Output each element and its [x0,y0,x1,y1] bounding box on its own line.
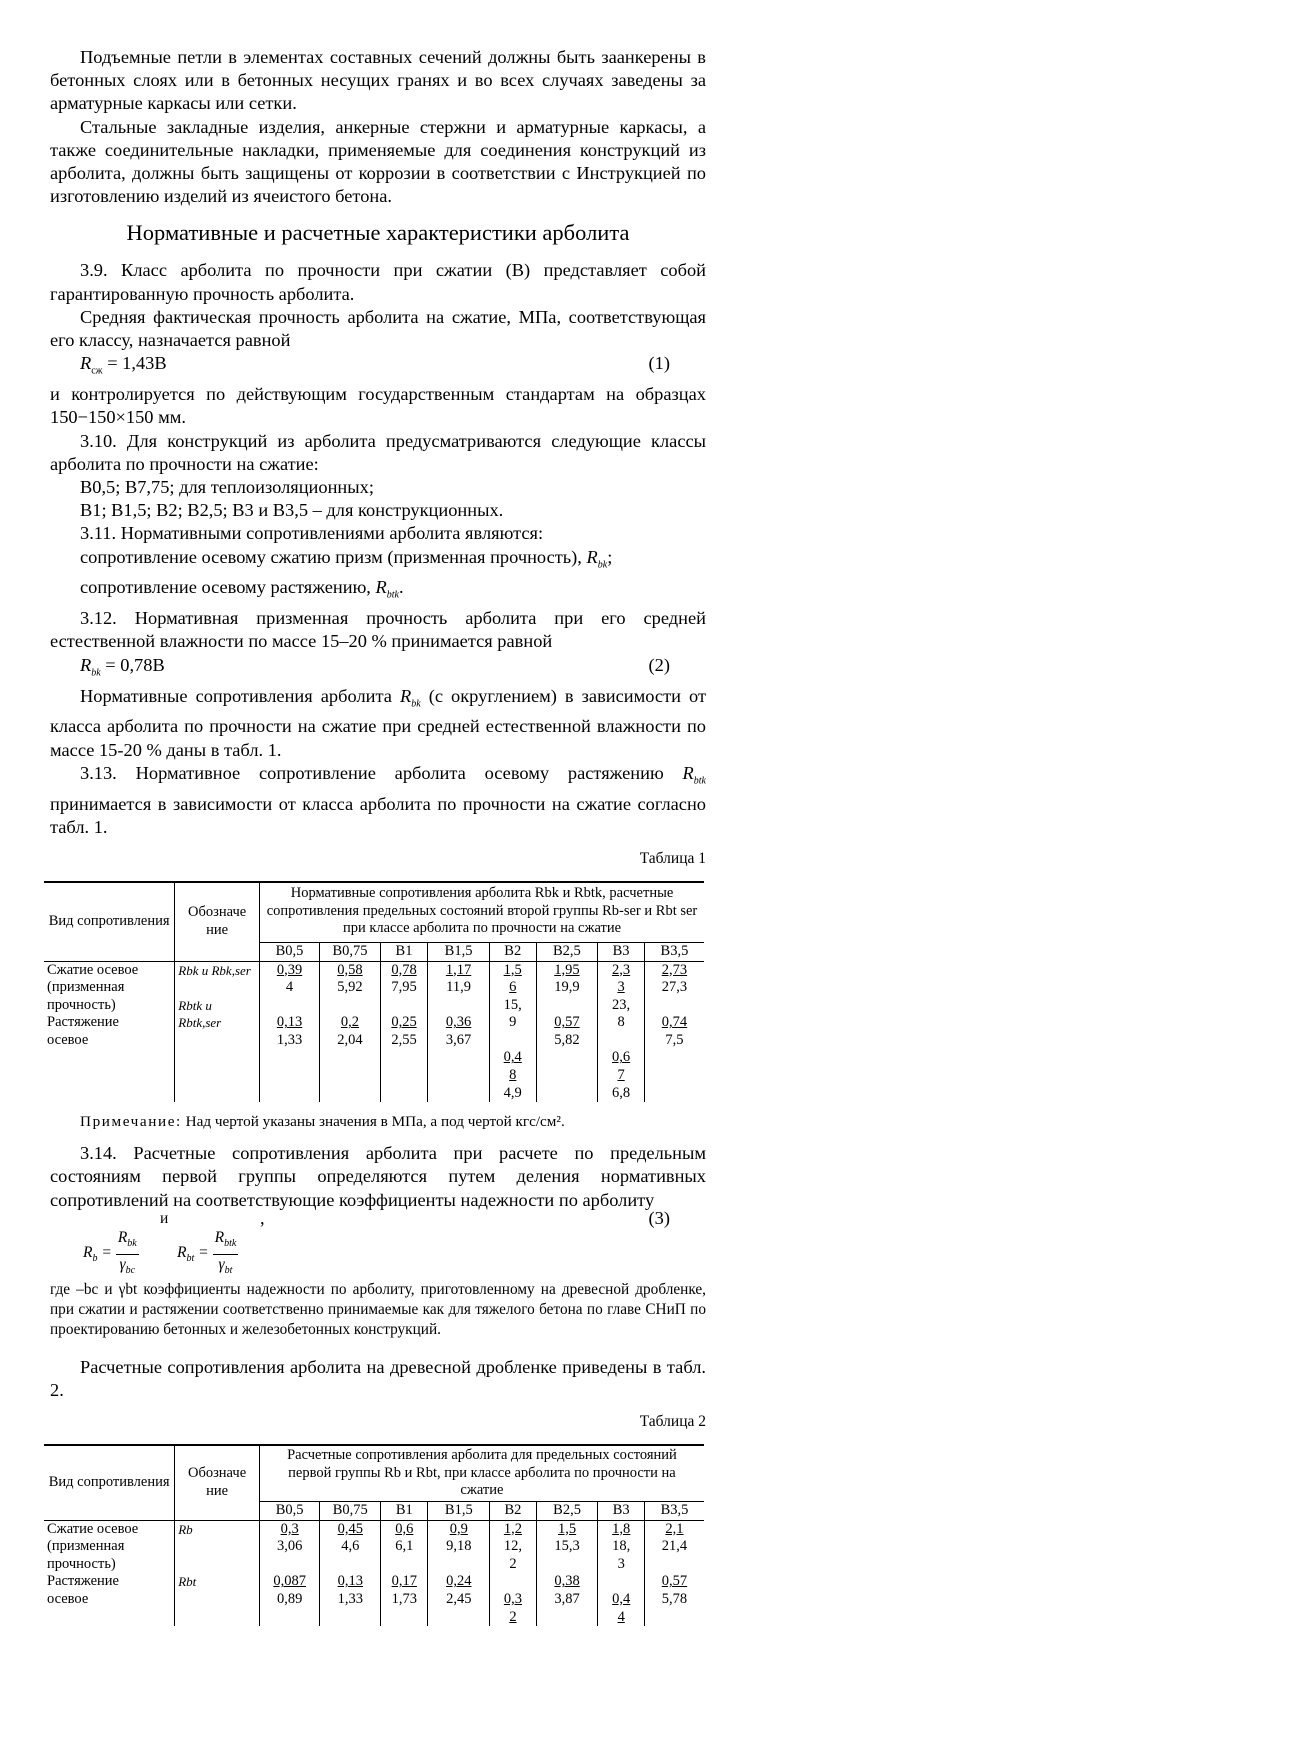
table-1 [44,881,704,1102]
paragraph-3-9: 3.9. Класс арболита по прочности при сжатии (В) представляет собой гарантированную прочность арболита. [50,260,706,304]
table2-class-header: В0,75 [320,1502,381,1521]
table1-class-header: В1,5 [428,942,490,961]
table-1-kind-cell: Сжатие осевое (призменная прочность) Растяжение осевое [44,961,175,1102]
table2-value: 0,89 [276,1591,303,1608]
table1-value: 0,6 [612,1049,631,1066]
formula-2: $R_{bk} = 0,78В$ (2) [50,654,706,685]
table2-value: 2 [509,1608,517,1625]
table1-value: 0,74 [661,1014,688,1031]
table-1-note: Примечание: Над чертой указаны значения в МПа, а под чертой кгс/см². [80,1113,565,1131]
table1-value: 0,25 [391,1014,417,1031]
table2-value: 0,3 [503,1591,522,1608]
table1-class-header: В3,5 [644,942,704,961]
paragraph-lifting-loops: Подъемные петли в элементах составных сечений должны быть заанкерены в бетонных слоях или в бетонных несущих гранях и во всех случаях заведены за арматурные каркасы или сетки. [50,47,706,114]
table2-value [431,1556,486,1574]
table2-value: 21,4 [661,1538,688,1555]
table2-value: 0,087 [273,1573,306,1590]
table2-value [384,1556,424,1574]
table1-value: 2,04 [337,1031,363,1048]
table1-class-header: В2,5 [536,942,598,961]
table1-value-column [380,961,427,1102]
table-1-header-designation: Обозначе ние [175,882,260,961]
table1-value [540,997,595,1015]
table2-value: 6,1 [395,1538,414,1555]
table-2-designation-cell: Rb Rbt [175,1520,260,1626]
table1-value: 8 [617,1014,625,1031]
table1-value [431,997,486,1015]
table-1-caption: Таблица 1 [639,850,706,868]
paragraph-3-13: 3.13. Нормативное сопротивление арболита осевому растяжению $R_{btk}$ принимается в зависимости от класса арболита по прочности на сжатие согласно табл. 1. [50,762,706,837]
table1-value: 0,36 [445,1014,472,1031]
table1-value: 3 [617,979,625,996]
paragraph-3-14: 3.14. Расчетные сопротивления арболита при расчете по предельным состояниям первой группы определяются путем деления нормативных сопротивлений на соответствующие коэффициенты надежности по арболиту [50,1143,706,1210]
table1-class-header: В0,75 [320,942,381,961]
table2-class-header: В1,5 [428,1502,490,1521]
table1-value-column [598,961,645,1102]
table1-class-header: В2 [489,942,536,961]
formula-3-number: (3) [648,1207,670,1228]
table-1-header-main: Нормативные сопротивления арболита Rbk и Rbtk, расчетные сопротивления предельных состояний второй группы Rb-ser и Rbt ser при классе арболита по прочности на сжатие [260,882,705,942]
table-2 [44,1444,704,1626]
table1-value [648,997,701,1015]
table2-value: 1,8 [612,1520,631,1537]
paragraph-3-12-norm: Нормативные сопротивления арболита $R_{bk}$ (с округлением) в зависимости от класса арболита по прочности на сжатие при средней естественной влажности по массе 15-20 % даны в табл. 1. [50,685,706,760]
table1-value: 0,13 [276,1014,303,1031]
table1-value [493,1032,533,1050]
table1-value: 11,9 [446,979,471,996]
table2-value: 3 [617,1555,625,1572]
table2-value: 1,73 [391,1591,417,1608]
table1-value: 1,33 [276,1031,303,1048]
formula-1-number: (1) [648,353,670,374]
table2-value: 4 [617,1608,625,1625]
table1-value: 6,8 [612,1084,631,1101]
table2-class-header: В2 [490,1502,536,1521]
table-2-header-kind: Вид сопротивления [44,1445,175,1520]
table1-class-header: В3 [598,942,645,961]
table1-value: 2,3 [612,961,631,978]
table1-value: 2,55 [391,1031,417,1048]
table1-value: 1,17 [445,961,472,978]
formula-3: и , (3) $R_b$ = $\frac{R_{bk}}{\gamma_{bc}}$ $R_{bt}$ = $\frac{R_{btk}}{\gamma_{bt}}$ [50,1212,706,1280]
table2-value [601,1573,640,1591]
table2-value-column [598,1520,644,1626]
table2-value: 0,13 [337,1573,363,1590]
paragraph-mean-strength: Средняя фактическая прочность арболита на сжатие, МПа, соответствующая его классу, назначается равной [50,306,706,351]
table1-value: 2,73 [661,961,688,978]
table2-value: 15,3 [554,1538,580,1555]
table2-value-column [428,1520,490,1626]
paragraph-3-11-tension: сопротивление осевому растяжению, $R_{btk}$. [80,577,404,602]
table1-value: 0,4 [503,1049,522,1066]
table2-value: 0,6 [395,1520,414,1537]
table2-value-column [644,1520,704,1626]
paragraph-where: где –bc и γbt коэффициенты надежности по арболиту, приготовленному на древесной дробленке, при сжатии и растяжении соответственно принимаемые как для тяжелого бетона по главе СНиП по проектированию бетонных и железобетонных конструкций. [50,1280,706,1338]
table2-class-header: В3,5 [644,1502,704,1521]
formula-3-rbt: $R_{bt}$ = $\frac{R_{btk}}{\gamma_{bt}}$ [177,1228,237,1277]
table-2-header-designation: Обозначе ние [175,1445,260,1520]
table2-value: 1,2 [503,1520,522,1537]
table2-class-header: В2,5 [536,1502,598,1521]
table2-value-column [259,1520,320,1626]
paragraph-3-10-structural: В1; В1,5; В2; В2,5; В3 и В3,5 – для конструкционных. [80,500,504,521]
table2-value: 3,87 [554,1591,580,1608]
table1-value: 5,82 [554,1031,580,1048]
table2-value [323,1556,377,1574]
table2-value-column [320,1520,381,1626]
table2-class-header: В0,5 [259,1502,320,1521]
table2-value: 0,3 [280,1520,299,1537]
table1-value: 23, [612,996,631,1013]
table1-value-column [644,961,704,1102]
table2-value: 0,57 [661,1573,688,1590]
formula-2-number: (2) [648,654,670,675]
paragraph-control: и контролируется по действующим государственным стандартам на образцах 150−150×150 мм. [50,384,706,428]
table1-value: 1,95 [554,961,580,978]
table1-value [384,997,424,1015]
table1-value: 6 [509,979,517,996]
table2-value [648,1556,701,1574]
table1-value: 7,5 [665,1031,684,1048]
table-2-kind-cell: Сжатие осевое (призменная прочность) Растяжение осевое [44,1520,175,1626]
table2-value: 0,9 [449,1520,468,1537]
table2-class-header: В3 [598,1502,644,1521]
table-2-caption: Таблица 2 [639,1413,706,1431]
paragraph-3-10-insulation: В0,5; В7,75; для теплоизоляционных; [80,476,374,497]
table2-value: 2 [509,1555,517,1572]
table1-value: 1,5 [503,961,522,978]
table1-value-column [320,961,381,1102]
table1-value: 0,78 [391,961,417,978]
table1-value: 0,2 [340,1014,360,1031]
table1-value-column [489,961,536,1102]
table1-value: 0,57 [554,1014,580,1031]
table2-value: 4,6 [341,1538,360,1555]
table2-value: 3,06 [276,1538,303,1555]
paragraph-3-11-compression: сопротивление осевому сжатию призм (призменная прочность), $R_{bk}$; [80,546,613,571]
table2-value-column [490,1520,536,1626]
table-1-header-kind: Вид сопротивления [44,882,175,961]
table2-value: 1,33 [337,1591,363,1608]
table2-value: 0,17 [391,1573,417,1590]
table1-value: 27,3 [661,979,688,996]
table1-value-column [536,961,598,1102]
table1-value [323,997,377,1015]
table1-value [263,997,316,1015]
table1-value: 7 [617,1067,625,1084]
table2-value: 0,4 [612,1591,631,1608]
table1-value-column [428,961,490,1102]
table1-value: 19,9 [554,979,580,996]
table2-value [493,1573,532,1591]
table2-value: 18, [612,1538,631,1555]
table2-value [540,1556,595,1574]
table-2-header-main: Расчетные сопротивления арболита для предельных состояний первой группы Rb и Rbt, при классе арболита по прочности на сжатие [259,1445,704,1501]
table2-value: 0,24 [446,1573,472,1590]
table1-value: 5,92 [337,979,363,996]
paragraph-calc-resistances: Расчетные сопротивления арболита на древесной дробленке приведены в табл. 2. [50,1356,706,1401]
table1-value: 8 [509,1067,517,1084]
table2-value [263,1556,317,1574]
table2-class-header: В1 [381,1502,428,1521]
paragraph-3-11: 3.11. Нормативными сопротивлениями арболита являются: [80,523,544,544]
table2-value: 1,5 [558,1520,577,1537]
formula-3-rb: $R_b$ = $\frac{R_{bk}}{\gamma_{bc}}$ [83,1228,137,1277]
table2-value: 0,45 [337,1520,363,1537]
table1-value: 15, [503,996,522,1013]
table-1-designation-cell: Rbk и Rbk,ser Rbtk и Rbtk,ser [175,961,260,1102]
table2-value-column [381,1520,428,1626]
table2-value: 2,45 [446,1591,472,1608]
formula-1: $R_{сж} = 1,43В$ (1) [50,352,706,383]
table1-value [601,1032,641,1050]
table2-value: 5,78 [661,1591,688,1608]
table1-value-column [260,961,320,1102]
table2-value-column [536,1520,598,1626]
table1-value: 4,9 [503,1084,522,1101]
table1-value: 9 [509,1014,517,1031]
table1-value: 0,58 [337,961,363,978]
table2-value: 0,38 [554,1573,580,1590]
table2-value: 2,1 [665,1520,684,1537]
table2-value: 12, [503,1538,522,1555]
paragraph-3-10: 3.10. Для конструкций из арболита предусматриваются следующие классы арболита по прочности на сжатие: [50,430,706,474]
table1-value: 7,95 [391,979,417,996]
table1-value: 0,39 [276,961,303,978]
paragraph-3-12: 3.12. Нормативная призменная прочность арболита при его средней естественной влажности по массе 15–20 % принимается равной [50,608,706,652]
section-title: Нормативные и расчетные характеристики арболита [126,220,630,246]
table2-value: 9,18 [446,1538,472,1555]
table1-class-header: В0,5 [260,942,320,961]
paragraph-steel-parts: Стальные закладные изделия, анкерные стержни и арматурные каркасы, а также соединительные накладки, применяемые для соединения конструкций из арболита, должны быть защищены от коррозии в соответствии с Инструкцией по изготовлению изделий из ячеистого бетона. [50,116,706,207]
table1-class-header: В1 [380,942,427,961]
table1-value: 4 [285,979,294,996]
document-page [47,46,706,1626]
table1-value: 3,67 [445,1031,472,1048]
